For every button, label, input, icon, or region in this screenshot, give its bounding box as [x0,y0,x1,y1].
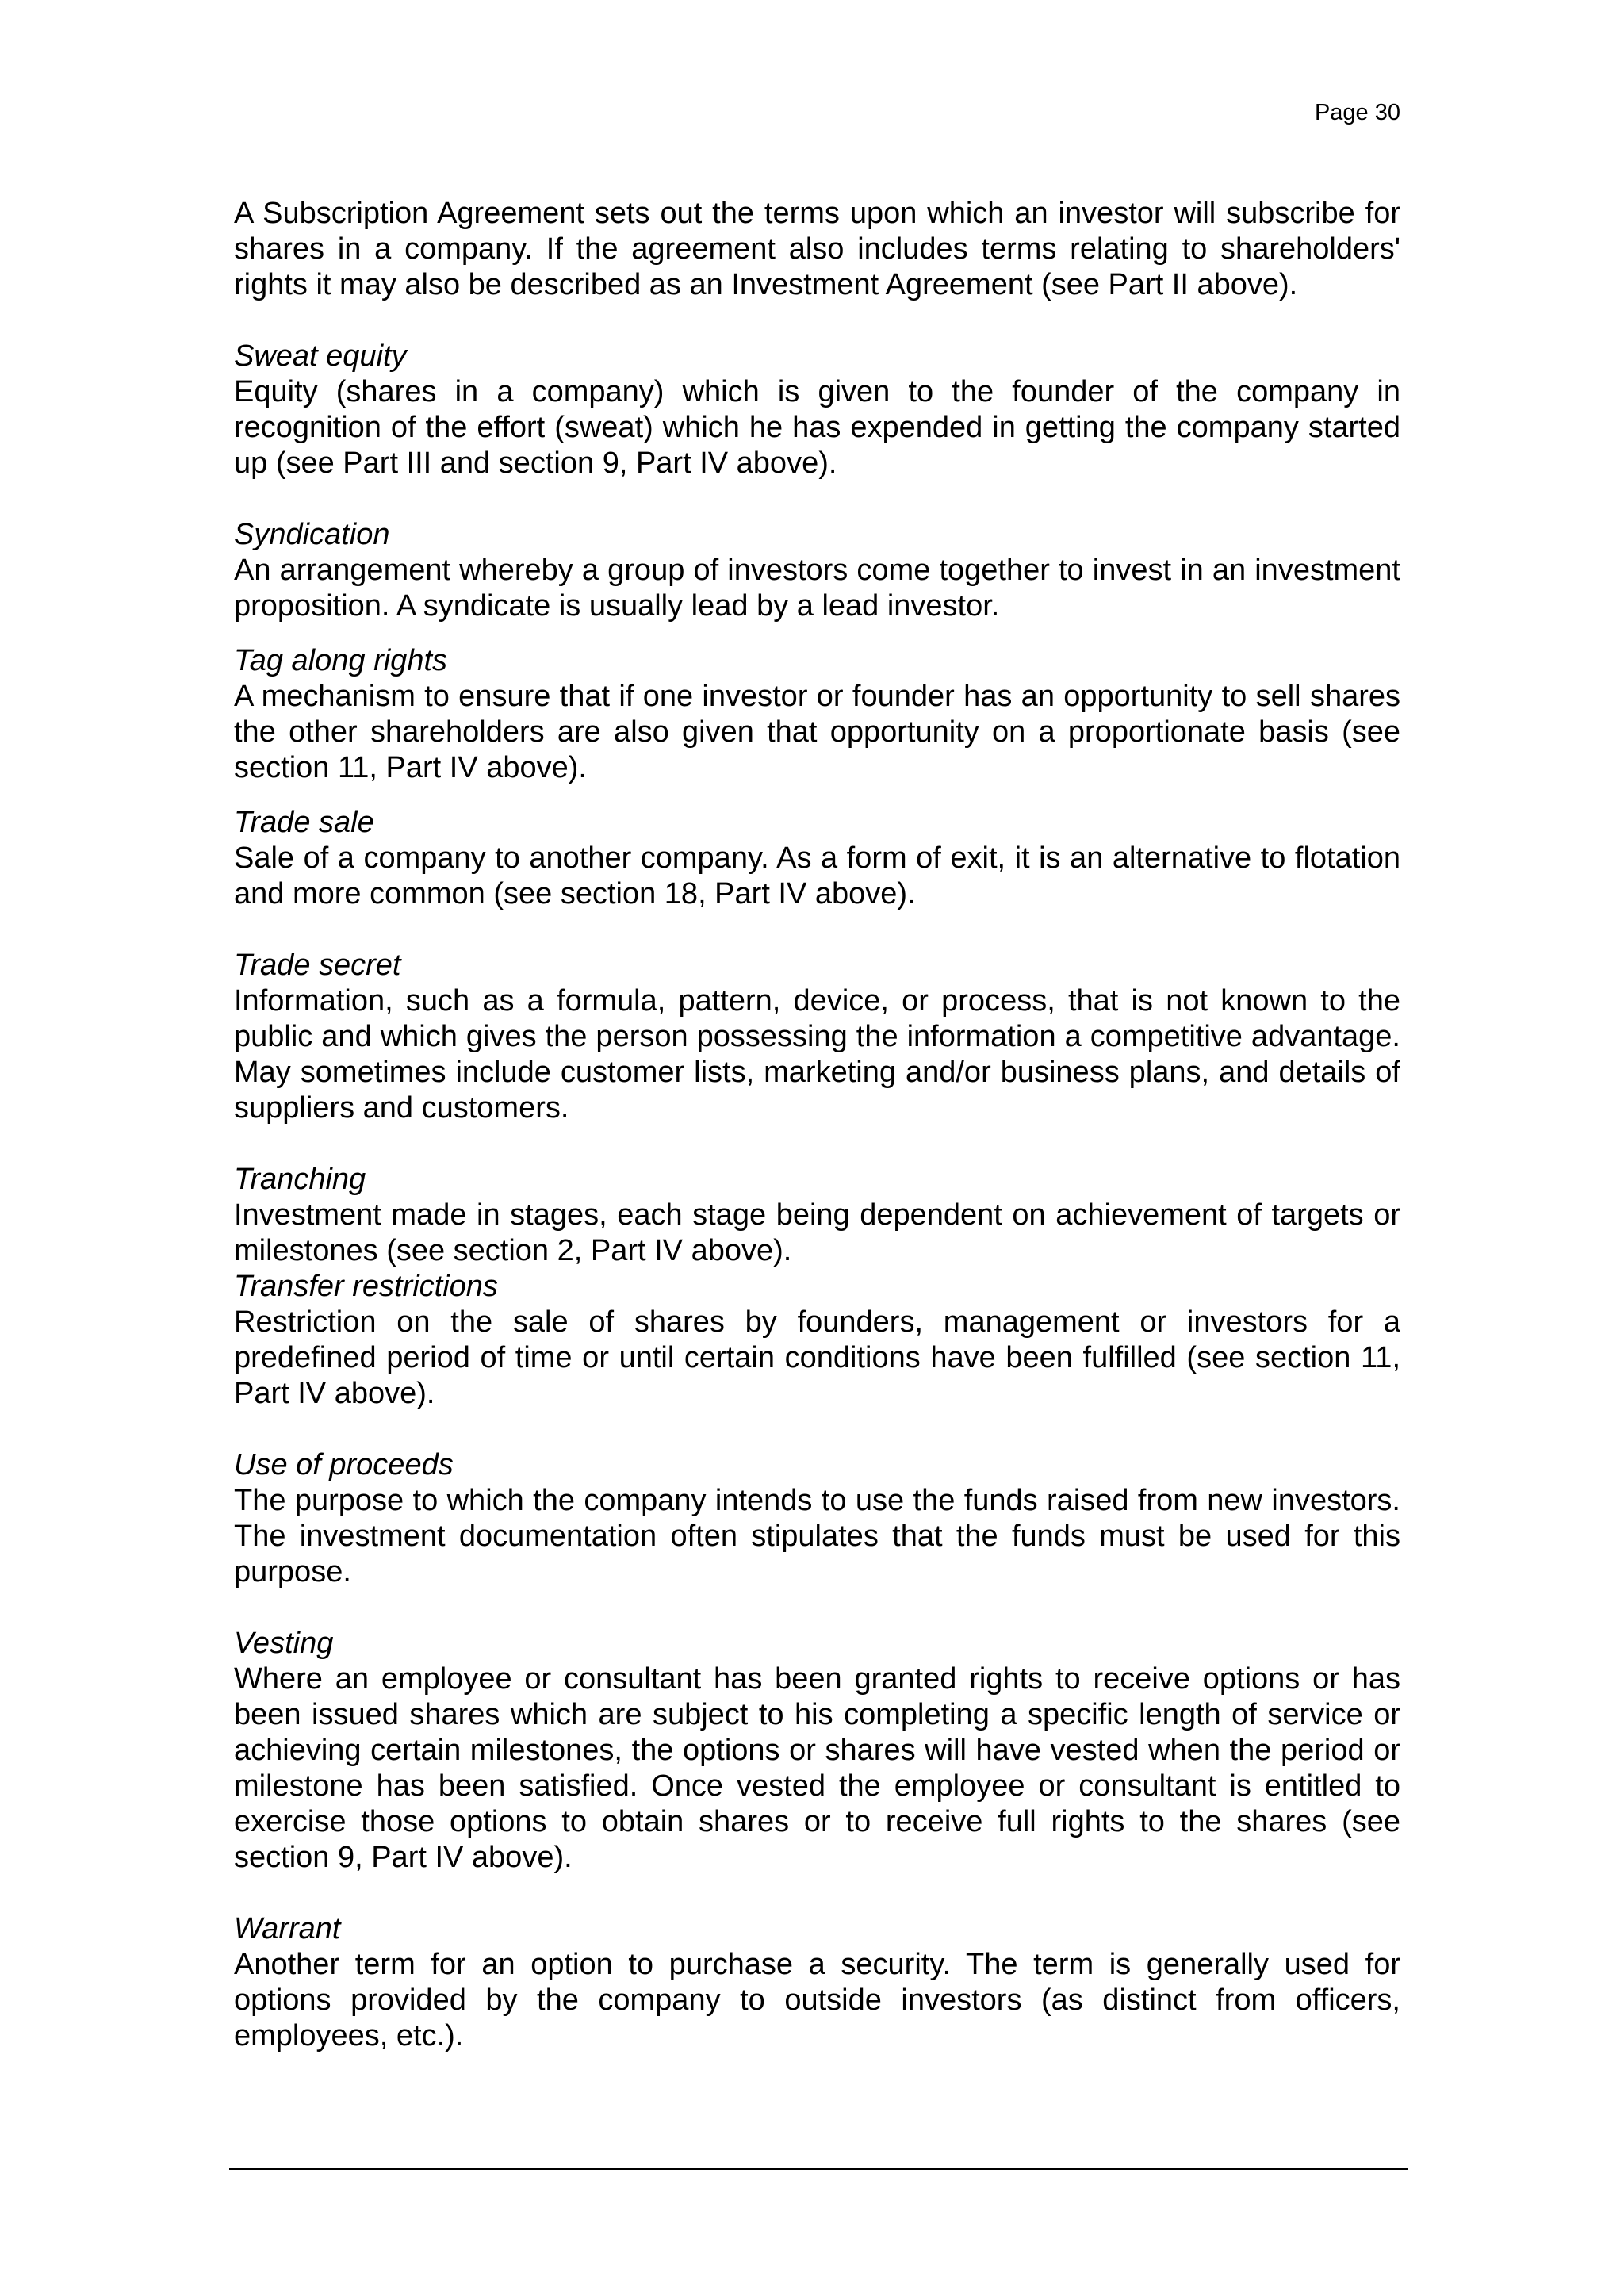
glossary-term: Tranching [234,1163,366,1196]
spacer [234,1876,1400,1911]
glossary-entry-use-of-proceeds [234,1447,1400,1590]
spacer [234,1126,1400,1162]
spacer [234,303,1400,339]
glossary-term: Tag along rights [234,644,448,677]
glossary-term: Use of proceeds [234,1448,454,1481]
glossary-entry-vesting [234,1626,1400,1876]
glossary-term: Warrant [234,1912,341,1945]
spacer [234,624,1400,643]
glossary-entry-tag-along-rights [234,643,1400,786]
glossary-entry-sweat-equity [234,339,1400,481]
glossary-content [234,196,1400,2054]
spacer [234,1590,1400,1626]
glossary-definition: Restriction on the sale of shares by founders, management or investors for a predefined period of time or until certain conditions have been fulfilled (see section 11, Part IV above). [234,1305,1400,1410]
glossary-entry-transfer-restrictions [234,1269,1400,1412]
glossary-term: Vesting [234,1627,334,1660]
glossary-definition: A mechanism to ensure that if one investor or founder has an opportunity to sell shares the other shareholders are also given that opportunity on a proportionate basis (see section 11, Part IV above). [234,680,1400,784]
spacer [234,912,1400,948]
glossary-definition: Where an employee or consultant has been granted rights to receive options or has been issued shares which are subject to his completing a specific length of service or achieving certain milestones, the options or shares will have vested when the period or milestone has been satisfied. Once vested the employee or consultant is entitled to exercise those options to obtain shares or to receive full rights to the shares (see section 9, Part IV above). [234,1662,1400,1874]
glossary-definition: Information, such as a formula, pattern, device, or process, that is not known to the public and which gives the person possessing the information a competitive advantage. May sometimes include customer lists, marketing and/or business plans, and details of suppliers and customers. [234,984,1400,1125]
glossary-definition: Another term for an option to purchase a security. The term is generally used for options provided by the company to outside investors (as distinct from officers, employees, etc.). [234,1948,1400,2053]
glossary-term: Transfer restrictions [234,1270,498,1303]
spacer [234,786,1400,805]
glossary-definition: The purpose to which the company intends to use the funds raised from new investors. The investment documentation often stipulates that the funds must be used for this purpose. [234,1484,1400,1589]
glossary-definition: Equity (shares in a company) which is given to the founder of the company in recognition of the effort (sweat) which he has expended in getting the company started up (see Part III and section 9, Part IV above). [234,375,1400,480]
glossary-term: Syndication [234,518,390,551]
intro-paragraph: A Subscription Agreement sets out the terms upon which an investor will subscribe for shares in a company. If the agreement also includes terms relating to shareholders' rights it may also be described as an Investment Agreement (see Part II above). [234,197,1400,301]
page-number: Page 30 [1314,100,1400,125]
glossary-definition: Sale of a company to another company. As a form of exit, it is an alternative to flotation and more common (see section 18, Part IV above). [234,841,1400,910]
glossary-definition: Investment made in stages, each stage being dependent on achievement of targets or milestones (see section 2, Part IV above). [234,1198,1400,1267]
glossary-term: Trade sale [234,806,374,839]
footer-divider [229,2168,1408,2170]
glossary-term: Sweat equity [234,339,407,373]
glossary-entry-tranching [234,1162,1400,1269]
spacer [234,481,1400,517]
glossary-entry-trade-secret [234,948,1400,1126]
glossary-entry-syndication [234,517,1400,624]
spacer [234,1412,1400,1447]
glossary-definition: An arrangement whereby a group of investors come together to invest in an investment proposition. A syndicate is usually lead by a lead investor. [234,554,1400,623]
glossary-entry-warrant [234,1911,1400,2054]
glossary-term: Trade secret [234,949,401,982]
glossary-entry-trade-sale [234,805,1400,912]
